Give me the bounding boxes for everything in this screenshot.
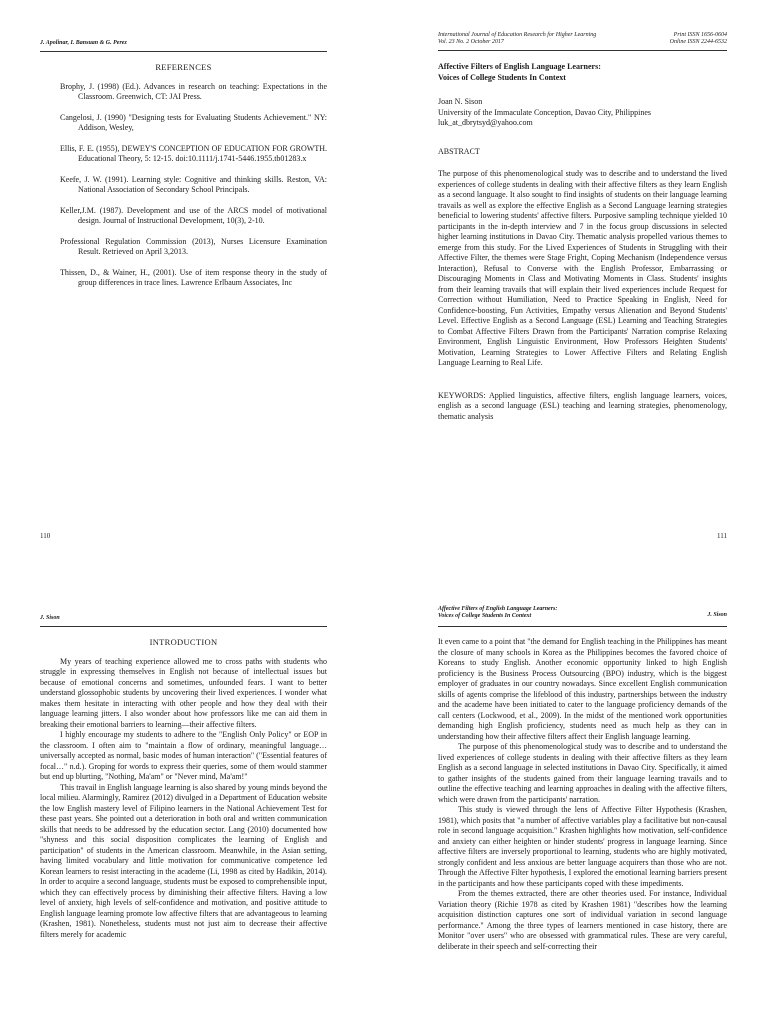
- header-rule: [438, 50, 727, 51]
- paragraph: I highly encourage my students to adhere to the "English Only Policy" or EOP in the classroom. I often aim to "maintain a flow of ordinary, meaningful language… universally accepted as normal, basic modes of human interaction" ("Essential features of focal…" n.d.). Groping for words to express their queries, some of them would stammer but end up blurting, "Nothing, Ma'am" or "Never mind, Ma'am!": [40, 730, 327, 781]
- reference-item: Ellis, F. E. (1955), DEWEY'S CONCEPTION OF EDUCATION FOR GROWTH. Educational Theory, 5: 12-15. doi:10.1111/j.1741-5446.1955.tb01283.x: [60, 143, 327, 163]
- paragraph: From the themes extracted, there are other theories used. For instance, Individual Variation theory (Richie 1978 as cited by Krashen 1981) "describes how the learning acquisition distinction captures one sort of individual variation in second language performance." Among the three types of learners mentioned in case history, there are Monitor "over users" who are obsessed with grammatical rules. These are very careful, deliberate in their speech and self-correcting their: [438, 889, 727, 951]
- reference-item: Professional Regulation Commission (2013), Nurses Licensure Examination Result. Retrieved on April 3,2013.: [60, 236, 327, 256]
- page-110: [0, 0, 384, 540]
- journal-name: International Journal of Education Research for Higher Learning: [438, 32, 597, 38]
- body-text: [438, 637, 727, 952]
- journal-info: [438, 32, 596, 46]
- page-number: 110: [40, 532, 51, 540]
- header-author: J. Sison: [40, 615, 60, 621]
- keywords: KEYWORDS: Applied linguistics, affective filters, english language learners, voices, english as a second language (ESL) teaching and learning strategies, phenomenology, thematic analysis: [438, 390, 727, 421]
- paragraph: This travail in English language learning is also shared by young minds beyond the local milieu. Alarmingly, Ramirez (2012) divulged in a Department of Education website the low English mastery level of Filipino learners in the National Achievement Test for these past years. She pointed out a deterioration in both oral and written communication skills that needs to be addressed by the education sector. Lang (2010) documented how "shyness and this social disposition complicates the learning of English and participation" of students in the American classroom. Meanwhile, in the Asian setting, having limited vocabulary and little motivation for communicative competence led Korean learners to resist interacting in the academe (Li, 1998 as cited by Hadikin, 2014). In order to acquire a second language, students must be exposed to comprehensible input, which they can effectively process by diminishing their affective filters. Having a low level of anxiety, high levels of self-confidence and motivation, and positive attitude to English language learning promote low affective filters that are advantageous to learning (Krashen, 1981). Nonetheless, students must not just aim to decrease their affective filters merely for academic: [40, 782, 327, 939]
- author-affiliation: University of the Immaculate Conception, Davao City, Philippines: [438, 107, 651, 117]
- running-header: [40, 40, 327, 47]
- header-title-line2: Voices of College Students In Context: [438, 612, 532, 619]
- page-intro: [0, 512, 384, 1024]
- page-111: [384, 0, 768, 540]
- header-title-line1: Affective Filters of English Language Learners:: [438, 606, 558, 612]
- header-rule: [40, 51, 327, 52]
- abstract-heading: ABSTRACT: [438, 146, 480, 156]
- issn-online: Online ISSN 2244-6532: [669, 39, 727, 45]
- page-number: 111: [717, 532, 727, 540]
- author-email: luk_at_dbrytsyd@yahoo.com: [438, 118, 533, 127]
- paragraph: It even came to a point that "the demand for English teaching in the Philippines has meant the closure of many schools in Korea as the Philippines becomes the favored choice of Koreans to study English. Another economic opportunity linked to high English proficiency is the Business Process Outsourcing (BPO) industry, which is the biggest employer of graduates in our country nowadays. Since excellent English communication skills of agents comprise the lifeblood of this industry, partnerships between the industry and the academe have been initiated to cater to the language proficiency demands of the call centers (Lockwood, et al., 2009). In the midst of the mentioned work opportunities demanding high English proficiency, students need as much help as they can in understanding how their affective filters affect their English language learning.: [438, 637, 727, 741]
- running-header: [40, 615, 327, 622]
- introduction-section: [40, 637, 327, 940]
- reference-item: Brophy, J. (1998) (Ed.). Advances in research on teaching: Expectations in the Classroom. Greenwich, CT: JAI Press.: [60, 81, 327, 101]
- reference-item: Cangelosi, J. (1990) "Designing tests for Evaluating Students Achievement." NY: Addison, Wesley,: [60, 112, 327, 132]
- header-rule: [438, 626, 727, 627]
- article-front-matter: [438, 62, 727, 422]
- article-title-line1: Affective Filters of English Language Learners:: [438, 62, 601, 71]
- author-name: Joan N. Sison: [438, 97, 483, 106]
- article-title-line2: Voices of College Students In Context: [438, 72, 566, 82]
- page-continued: [384, 512, 768, 1024]
- reference-item: Keefe, J. W. (1991). Learning style: Cognitive and thinking skills. Reston, VA: National Association of Secondary School Principals.: [60, 174, 327, 194]
- header-author: J. Sison: [707, 612, 727, 618]
- reference-item: Keller,J.M. (1987). Development and use of the ARCS model of motivational design. Journal of Instructional Development, 10(3), 2-10.: [60, 205, 327, 225]
- running-header: [438, 606, 727, 619]
- abstract-text: The purpose of this phenomenological study was to describe and to understand the lived experiences of college students in dealing with their affective filters as they learn English as a second language. It also sought to find insights of students on their language learning travails as well as explore the effective English as a Second Language learning strategies beneficial to lowering students' affective filters. Purposive sampling technique yielded 10 participants in the in-depth interview and 7 in the focus group discussions in selected higher learning institutions in Davao City. Thematic analysis propelled various themes to emerge from this study. For the Lived Experiences of Students in Struggling with their Affective Filter, the themes were Stage Fright, Coping Mechanism (Independence versus Interaction), Refusal to Converse with the English Professor, Embarrassing or Discouraging Moments in Class and Motivating Moments in Class. Students' insights from their learning travails that will explain their lived experiences include Request for Correction without Humiliation, Need to Practice Speaking in English, Need for Confidence-boosting, Fun Activities, Empathy versus Alienation and Beyond Students' Level. Effective English as a Second Language (ESL) Learning and Teaching Strategies to Combat Affective Filters Drawn from the Participants' Narration comprise Relaxing Environment, English Linguistic Environment, How Professors Heighten Students' Motivation, Learning Strategies to Lower Affective Filters and Relating English Language Learning to Real Life.: [438, 169, 727, 367]
- issn-info: [670, 32, 727, 46]
- references-list: [40, 82, 327, 289]
- reference-item: Thissen, D., & Wainer, H., (2001). Use of item response theory in the study of group differences in trace lines. Lawrence Erlbaum Associates, Inc: [60, 267, 327, 287]
- introduction-heading: INTRODUCTION: [149, 637, 218, 647]
- references-section: [40, 62, 327, 299]
- journal-header: [438, 32, 727, 46]
- paragraph: The purpose of this phenomenological study was to describe and to understand the lived experiences of college students in dealing with their affective filters as they learn English as a second language in selected institutions in Davao City. Specifically, it aimed to gather insights of the students gained from their language learning travails and to outline the effective teaching and learning approaches in dealing with the affective filters, which were drawn from the participants' narration.: [438, 742, 727, 804]
- paragraph: My years of teaching experience allowed me to cross paths with students who struggle in expressing themselves in English not because of intellectual issues but because of emotional concerns and sometimes, unfounded fears. I want to better understand glossophobic students by uncovering their lived experiences. I wonder what makes them hesitate in interacting with other people and how they deal with their language learning jitters. I also wonder about how professors like me can aid them in breaking their emotional barriers to learning—their affective filters.: [40, 656, 327, 729]
- header-title: [438, 606, 557, 619]
- paragraph: This study is viewed through the lens of Affective Filter Hypothesis (Krashen, 1981), which posits that "a number of affective variables play a facilitative but non-causal role in second language acquisition." Krashen highlights how motivation, self-confidence and anxiety can either heighten or hinder students' progress in language learning. Since affective filters are inversely proportional to learning, students who are highly motivated, strongly confident and less anxious are better language acquirers than those who are not. Through the Affective Filter hypothesis, I explored the emotional learning barriers present in the participants and how these participants coped with these impediments.: [438, 805, 727, 888]
- header-authors: J. Apolinar, I. Bansuan & G. Perez: [40, 40, 127, 46]
- references-heading: REFERENCES: [155, 62, 212, 72]
- header-rule: [40, 626, 327, 627]
- issn-print: Print ISSN 1656-0604: [673, 32, 727, 38]
- journal-volume: Vol. 23 No. 2 October 2017: [438, 39, 504, 45]
